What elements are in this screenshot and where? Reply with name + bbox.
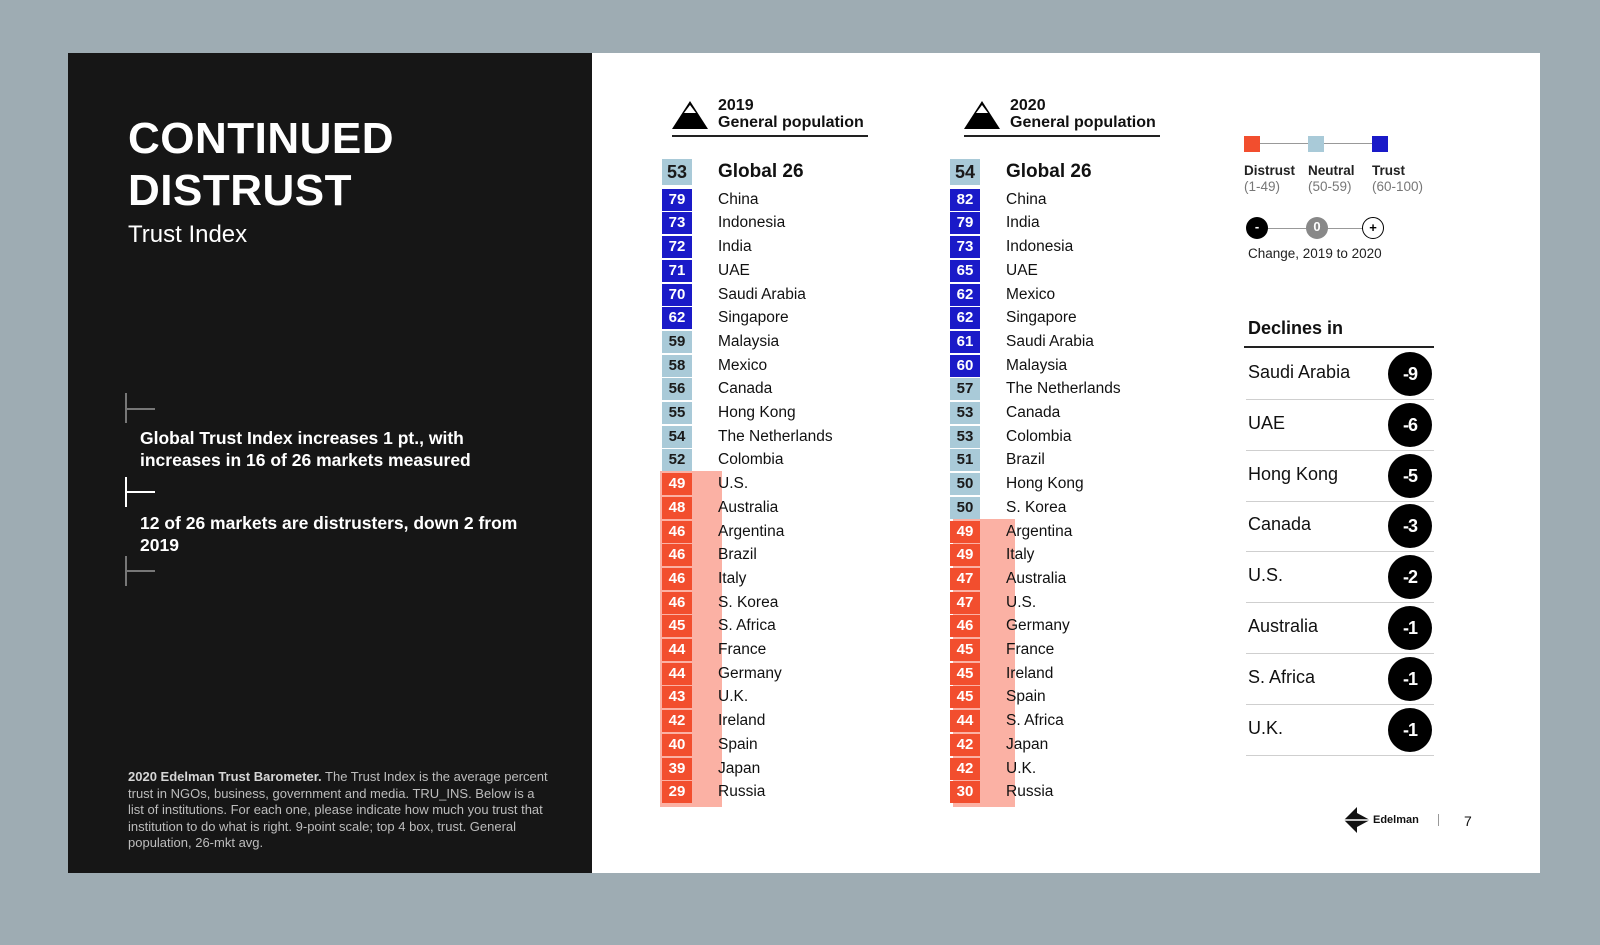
table-row [950,259,1190,283]
table-row [950,377,1190,401]
score-badge: 61 [950,331,980,353]
decline-country: Hong Kong [1248,463,1339,484]
decline-row [1246,349,1434,400]
score-badge: 50 [950,473,980,495]
legend-distrust-label: Distrust [1244,163,1296,178]
footer-separator [1438,814,1439,826]
table-row [662,330,902,354]
decline-badge: -9 [1388,352,1432,396]
score-badge: 55 [662,402,692,424]
country-name: Russia [718,783,766,801]
country-name: Canada [1006,404,1061,421]
score-badge: 40 [662,734,692,756]
score-badge: 79 [662,189,692,211]
country-name: Global 26 [1006,161,1092,182]
table-row [950,614,1190,638]
decline-country: Australia [1248,616,1319,636]
legend-trust-label: Trust [1372,163,1406,178]
decline-badge: -3 [1388,504,1432,548]
country-name: Malaysia [718,332,780,350]
table-row [662,757,902,781]
score-badge: 79 [950,212,980,234]
declines-rule [1244,346,1434,348]
table-row [662,662,902,686]
score-badge: 44 [950,710,980,732]
slide-title [128,113,394,217]
score-badge: 57 [950,378,980,400]
plus-icon: + [1362,217,1384,239]
header-2019 [672,97,868,137]
country-name: Ireland [718,712,766,730]
table-row [950,757,1190,781]
table-row [950,780,1190,804]
country-name: The Netherlands [718,427,833,445]
legend-neutral-swatch [1308,136,1324,152]
country-name: Indonesia [718,214,786,232]
score-badge: 62 [950,284,980,306]
score-badge: 45 [950,639,980,661]
score-badge: 53 [662,159,692,185]
score-badge: 58 [662,355,692,377]
country-name: U.S. [1006,593,1037,611]
decline-row [1246,400,1434,451]
table-row [662,638,902,662]
score-badge: 71 [662,260,692,282]
global-row [950,160,1190,184]
score-badge: 62 [662,307,692,329]
table-row [950,638,1190,662]
legend-distrust-range: (1-49) [1244,179,1281,194]
country-name: S. Africa [1006,712,1064,730]
table-row [950,211,1190,235]
country-name: Hong Kong [718,404,796,421]
table-row [662,496,902,520]
footnote [128,769,548,852]
table-row [662,448,902,472]
score-badge: 52 [662,449,692,471]
table-row [950,330,1190,354]
country-name: S. Africa [718,617,776,635]
table-row [950,283,1190,307]
score-badge: 51 [950,449,980,471]
population-2020: General population [1010,114,1156,131]
table-row [950,567,1190,591]
country-name: Canada [718,380,773,398]
country-name: UAE [718,261,750,279]
country-name: Japan [1006,735,1049,753]
year-2020: 2020 [1010,97,1046,114]
decline-country: S. Africa [1248,666,1316,687]
table-row [950,662,1190,686]
table-row [950,306,1190,330]
score-badge: 73 [662,212,692,234]
country-name: Italy [1006,546,1035,564]
score-badge: 47 [950,592,980,614]
table-row [950,733,1190,757]
country-name: Argentina [1006,522,1073,540]
slide-subtitle: Trust Index [128,221,248,248]
declines-title: Declines in [1248,318,1344,338]
country-name: Mexico [1006,285,1056,303]
country-name: Germany [1006,617,1070,635]
score-badge: 56 [662,378,692,400]
decline-country: UAE [1248,412,1286,433]
table-row [662,520,902,544]
decline-country: U.S. [1248,565,1284,586]
country-name: Singapore [1006,309,1077,327]
country-name: Japan [718,759,761,777]
country-name: Russia [1006,783,1054,801]
score-badge: 72 [662,236,692,258]
triangle-icon [672,101,708,129]
score-badge: 49 [950,521,980,543]
table-row [662,377,902,401]
left-panel [68,53,592,873]
score-badge: 59 [662,331,692,353]
table-row [662,591,902,615]
table-row [662,188,902,212]
minus-icon: - [1246,217,1268,239]
highlight-1: Global Trust Index increases 1 pt., with increases in 16 of 26 markets measured [140,428,471,470]
table-row [662,685,902,709]
table-row [662,780,902,804]
country-name: S. Korea [1006,498,1067,516]
country-name: Saudi Arabia [718,285,806,303]
score-badge: 45 [950,663,980,685]
country-name: India [718,238,752,256]
score-badge: 65 [950,260,980,282]
country-name: Brazil [1006,451,1045,469]
score-badge: 46 [662,568,692,590]
tick-top-horizontal [125,408,155,410]
table-row [662,567,902,591]
score-badge: 49 [662,473,692,495]
score-badge: 53 [950,402,980,424]
title-line-2: DISTRUST [128,166,352,215]
table-row [662,306,902,330]
decline-country: Saudi Arabia [1248,362,1351,382]
country-name: S. Korea [718,593,779,611]
country-name: Saudi Arabia [1006,332,1094,350]
table-row [950,235,1190,259]
country-name: U.K. [1006,759,1037,777]
score-badge: 70 [662,284,692,306]
table-row [662,211,902,235]
edelman-logo-icon [1342,805,1372,835]
table-row [950,448,1190,472]
table-row [662,401,902,425]
table-row [662,472,902,496]
score-badge: 53 [950,426,980,448]
score-badge: 39 [662,758,692,780]
score-badge: 43 [662,686,692,708]
table-row [662,543,902,567]
score-badge: 49 [950,544,980,566]
country-name: UAE [1006,261,1038,279]
country-name: Spain [718,735,758,753]
country-name: Colombia [1006,427,1072,445]
score-badge: 73 [950,236,980,258]
legend-trust-swatch [1372,136,1388,152]
country-name: Argentina [718,522,785,540]
zero-icon: 0 [1306,217,1328,239]
score-badge: 44 [662,639,692,661]
triangle-icon [964,101,1000,129]
country-name: Global 26 [718,161,804,182]
table-row [662,425,902,449]
legend-neutral-label: Neutral [1308,163,1355,178]
country-name: Germany [718,664,782,682]
brand-name: Edelman [1373,814,1419,826]
country-name: China [718,190,759,208]
score-badge: 46 [662,592,692,614]
country-name: Malaysia [1006,356,1068,374]
country-name: Australia [1006,569,1067,587]
country-name: China [1006,190,1047,208]
table-row [950,520,1190,544]
decline-badge: -2 [1388,555,1432,599]
table-row [662,733,902,757]
legend-distrust-swatch [1244,136,1260,152]
country-name: Spain [1006,688,1046,706]
year-2019: 2019 [718,97,754,114]
population-2019: General population [718,114,864,131]
table-row [950,543,1190,567]
country-name: Colombia [718,451,784,469]
score-badge: 45 [950,686,980,708]
decline-row [1246,705,1434,756]
table-row [662,354,902,378]
tick-bottom-horizontal [125,570,155,572]
score-badge: 82 [950,189,980,211]
country-name: Singapore [718,309,789,327]
country-name: France [718,641,767,658]
country-name: Ireland [1006,664,1054,682]
score-badge: 47 [950,568,980,590]
global-row [662,160,902,184]
table-row [662,614,902,638]
score-badge: 42 [950,734,980,756]
decline-badge: -6 [1388,403,1432,447]
decline-country: Canada [1248,514,1312,535]
table-row [662,259,902,283]
country-name: Australia [718,498,779,516]
table-row [950,496,1190,520]
country-name: France [1006,641,1055,658]
score-badge: 42 [950,758,980,780]
table-row [950,591,1190,615]
score-badge: 30 [950,781,980,803]
score-badge: 46 [950,615,980,637]
footnote-bold: 2020 Edelman Trust Barometer. [128,769,322,784]
country-name: U.K. [718,688,749,706]
score-badge: 54 [950,159,980,185]
score-badge: 48 [662,497,692,519]
country-name: Italy [718,569,747,587]
decline-row [1246,654,1434,705]
decline-country: U.K. [1248,717,1284,738]
legend-neutral-range: (50-59) [1308,179,1352,194]
table-row [950,354,1190,378]
country-name: Hong Kong [1006,475,1084,493]
table-row [662,283,902,307]
decline-row [1246,603,1434,654]
country-name: India [1006,214,1040,232]
table-row [950,188,1190,212]
country-name: Indonesia [1006,238,1074,256]
score-badge: 46 [662,544,692,566]
table-row [950,472,1190,496]
country-name: Mexico [718,356,768,374]
tick-mid-horizontal [125,491,155,493]
table-row [662,235,902,259]
decline-row [1246,552,1434,603]
score-badge: 46 [662,521,692,543]
score-badge: 29 [662,781,692,803]
score-badge: 62 [950,307,980,329]
score-badge: 42 [662,710,692,732]
legend-trust-range: (60-100) [1372,179,1424,194]
slide [68,53,1540,873]
table-row [950,425,1190,449]
table-row [950,401,1190,425]
table-row [662,709,902,733]
country-name: U.S. [718,475,749,493]
decline-badge: -1 [1388,708,1432,752]
score-badge: 44 [662,663,692,685]
footnote-text: The Trust Index is the average percent trust in NGOs, business, government and media. TRU_INS. Below is a list of institutions. For each one, please indicate how much you trust that institution to do what is right. 9-point scale; top 4 box, trust. General population, 26-mkt avg. [128,769,548,850]
decline-row [1246,501,1434,552]
title-line-1: CONTINUED [128,114,395,163]
change-caption: Change, 2019 to 2020 [1248,246,1382,261]
table-row [950,709,1190,733]
decline-badge: -1 [1388,657,1432,701]
score-badge: 45 [662,615,692,637]
decline-row [1246,451,1434,502]
country-name: Brazil [718,546,757,564]
table-row [950,685,1190,709]
score-badge: 54 [662,426,692,448]
score-badge: 50 [950,497,980,519]
decline-badge: -5 [1388,454,1432,498]
country-name: The Netherlands [1006,380,1121,398]
header-2020 [964,97,1160,137]
highlight-2: 12 of 26 markets are distrusters, down 2 from 2019 [140,513,518,555]
decline-badge: -1 [1388,606,1432,650]
page-number: 7 [1464,813,1472,829]
score-badge: 60 [950,355,980,377]
